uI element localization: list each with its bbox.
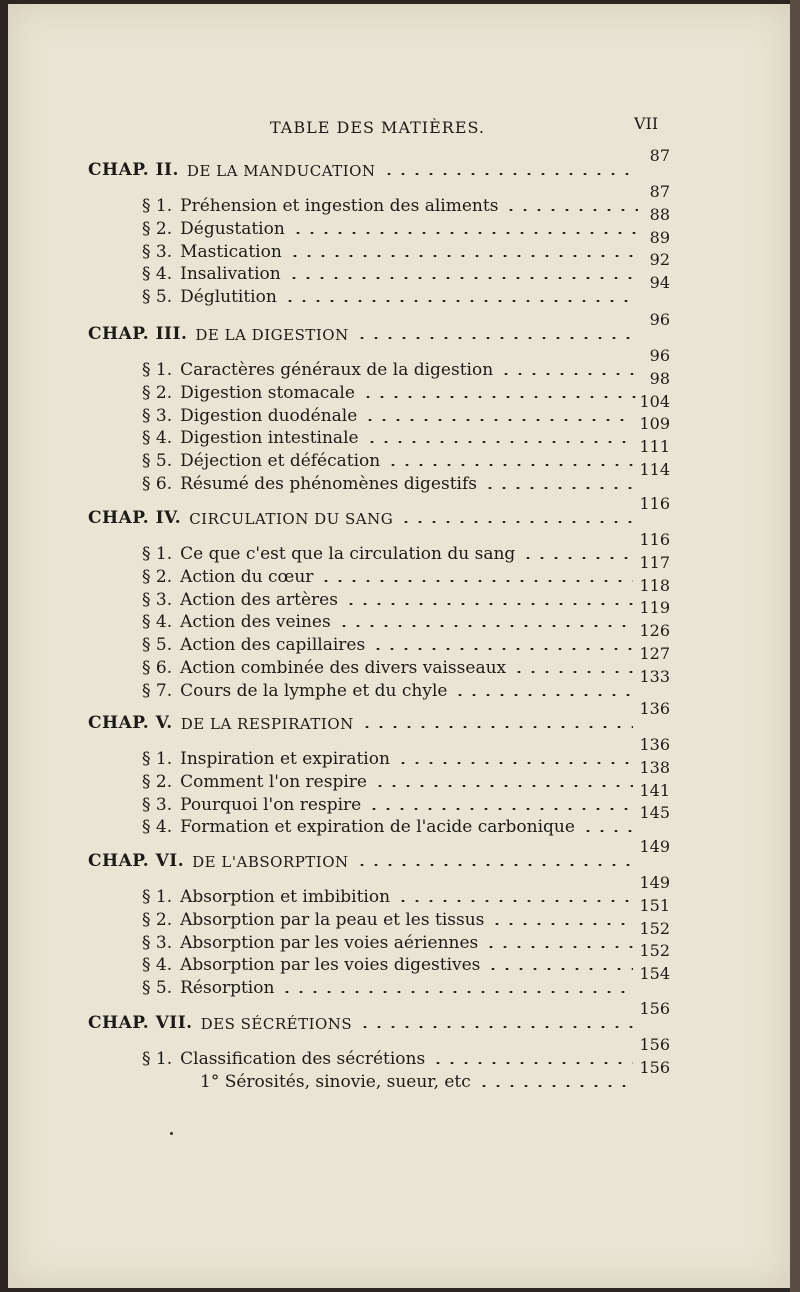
section-title: Ce que c'est que la circulation du sang: [180, 544, 516, 564]
dot-leader: [396, 762, 634, 764]
dot-leader: [365, 441, 634, 443]
section-page-number: 89: [649, 227, 670, 247]
section-title: Action des veines: [180, 612, 331, 633]
dot-leader: [484, 946, 633, 948]
chapter-page-number: 87: [649, 146, 670, 165]
chapter-heading: [88, 146, 670, 180]
section-page-number: 152: [639, 918, 670, 938]
dot-leader: [373, 785, 633, 787]
section-title: Absorption et imbibition: [180, 887, 391, 907]
toc-entry: [142, 346, 670, 380]
dot-leader: [358, 1026, 633, 1028]
section-title: Cours de la lymphe et du chyle: [180, 680, 448, 701]
section-title: Déjection et défécation: [180, 451, 381, 472]
dot-leader: [355, 864, 634, 866]
section-number: § 4.: [142, 955, 173, 976]
section-title: Résumé des phénomènes digestifs: [180, 474, 477, 494]
toc-entry: [142, 873, 670, 907]
chapter-page-number: 136: [639, 699, 670, 718]
section-title: Absorption par la peau et les tissus: [180, 909, 485, 930]
dot-leader: [360, 726, 634, 728]
section-page-number: 116: [639, 530, 670, 549]
dot-leader: [363, 419, 633, 421]
section-title: Mastication: [180, 241, 282, 262]
section-number: § 3.: [142, 794, 173, 815]
section-page-number: 92: [649, 250, 670, 270]
section-title: Pourquoi l'on respire: [180, 794, 362, 815]
section-number: § 2.: [142, 382, 173, 403]
section-number: § 1.: [142, 1049, 173, 1069]
section-number: § 4.: [142, 817, 173, 838]
section-page-number: 141: [639, 780, 670, 800]
section-page-number: 114: [639, 460, 670, 479]
dot-leader: [486, 968, 633, 970]
section-number: § 5.: [142, 635, 173, 656]
section-page-number: 96: [649, 346, 670, 365]
section-number: § 3.: [142, 405, 173, 426]
chapter-title: DE L'ABSORPTION: [192, 853, 349, 871]
section-number: § 4.: [142, 428, 173, 449]
section-page-number: 109: [639, 414, 670, 434]
dot-leader: [280, 991, 633, 993]
section-page-number: 151: [639, 895, 670, 915]
dot-leader: [319, 580, 633, 582]
running-head: [8, 112, 790, 142]
section-number: § 1.: [142, 196, 173, 216]
section-title: Insalivation: [180, 264, 281, 285]
section-page-number: 117: [639, 552, 670, 572]
chapter-heading: [88, 837, 670, 871]
section-page-number: 127: [639, 644, 670, 663]
section-title: Comment l'on respire: [180, 771, 367, 792]
section-number: § 2.: [142, 771, 173, 792]
section-number: § 3.: [142, 589, 173, 610]
dot-leader: [431, 1062, 633, 1064]
dot-leader: [490, 923, 633, 925]
section-title: 1° Sérosités, sinovie, sueur, etc: [200, 1071, 471, 1092]
dot-leader: [386, 464, 633, 466]
section-title: Résorption: [180, 978, 275, 999]
section-number: § 1.: [142, 544, 173, 564]
section-page-number: 87: [649, 182, 670, 201]
dot-leader: [477, 1085, 634, 1087]
section-page-number: 136: [639, 735, 670, 754]
dot-leader: [512, 671, 633, 673]
section-number: § 6.: [142, 474, 173, 494]
chapter-title: DE LA RESPIRATION: [180, 715, 354, 733]
section-page-number: 152: [639, 941, 670, 961]
toc-entry: [142, 735, 670, 769]
section-number: § 2.: [142, 566, 173, 587]
chapter-heading: [88, 494, 670, 528]
ink-speck: [170, 1132, 173, 1135]
dot-leader: [371, 648, 633, 650]
toc-entry: [142, 1035, 670, 1069]
section-title: Dégustation: [180, 218, 285, 239]
section-title: Digestion stomacale: [180, 382, 355, 403]
section-page-number: 156: [639, 1057, 670, 1077]
dot-leader: [581, 830, 634, 832]
section-page-number: 156: [639, 1035, 670, 1054]
toc-entry: [142, 182, 670, 216]
section-number: § 1.: [142, 360, 173, 380]
dot-leader: [344, 603, 634, 605]
section-title: Préhension et ingestion des aliments: [180, 196, 499, 216]
chapter-label: CHAP. V.: [88, 713, 173, 733]
section-number: § 1.: [142, 749, 173, 769]
section-title: Classification des sécrétions: [180, 1049, 426, 1069]
section-title: Formation et expiration de l'acide carbonique: [180, 817, 575, 838]
section-number: § 3.: [142, 932, 173, 953]
dot-leader: [361, 396, 638, 398]
dot-leader: [287, 277, 638, 279]
section-number: § 6.: [142, 658, 173, 678]
dot-leader: [499, 373, 638, 375]
chapter-label: CHAP. IV.: [88, 508, 182, 528]
section-page-number: 133: [639, 666, 670, 686]
dot-leader: [367, 808, 633, 810]
chapter-label: CHAP. III.: [88, 324, 188, 344]
section-page-number: 104: [639, 391, 670, 411]
section-page-number: 111: [639, 437, 670, 457]
chapter-page-number: 96: [649, 310, 670, 329]
dot-leader: [283, 300, 638, 302]
chapter-title: DE LA DIGESTION: [195, 326, 349, 344]
dot-leader: [521, 557, 633, 559]
section-page-number: 119: [639, 598, 670, 618]
section-title: Action des artères: [180, 589, 338, 610]
chapter-label: CHAP. VII.: [88, 1013, 193, 1033]
chapter-heading: [88, 999, 670, 1033]
section-title: Absorption par les voies digestives: [180, 955, 481, 976]
section-title: Action du cœur: [180, 566, 314, 587]
chapter-heading: [88, 310, 670, 344]
dot-leader: [382, 173, 638, 175]
section-number: § 2.: [142, 218, 173, 239]
section-number: § 5.: [142, 451, 173, 472]
section-page-number: 94: [649, 273, 670, 293]
book-page: [8, 4, 790, 1288]
section-title: Inspiration et expiration: [180, 749, 390, 769]
section-number: § 3.: [142, 241, 173, 262]
dot-leader: [453, 694, 633, 696]
section-number: § 2.: [142, 909, 173, 930]
section-page-number: 145: [639, 803, 670, 823]
dot-leader: [483, 487, 633, 489]
dot-leader: [504, 209, 638, 211]
section-number: § 4.: [142, 612, 173, 633]
chapter-title: CIRCULATION DU SANG: [189, 510, 394, 528]
chapter-label: CHAP. VI.: [88, 851, 185, 871]
dot-leader: [291, 232, 638, 234]
section-page-number: 98: [649, 368, 670, 388]
section-page-number: 126: [639, 621, 670, 641]
section-number: § 7.: [142, 680, 173, 701]
section-page-number: 118: [639, 575, 670, 595]
section-number: § 1.: [142, 887, 173, 907]
section-title: Action des capillaires: [180, 635, 366, 656]
book-edge: [790, 0, 800, 1292]
section-page-number: 154: [639, 964, 670, 984]
section-page-number: 88: [649, 204, 670, 224]
section-page-number: 138: [639, 757, 670, 777]
section-title: Action combinée des divers vaisseaux: [180, 658, 507, 678]
chapter-title: DES SÉCRÉTIONS: [200, 1015, 353, 1033]
running-head-title: TABLE DES MATIÈRES.: [270, 118, 485, 137]
chapter-page-number: 149: [639, 837, 670, 856]
chapter-label: CHAP. II.: [88, 160, 179, 180]
chapter-heading: [88, 699, 670, 733]
section-title: Déglutition: [180, 287, 277, 308]
section-page-number: 149: [639, 873, 670, 892]
section-title: Digestion intestinale: [180, 428, 359, 449]
dot-leader: [396, 900, 633, 902]
toc-entry: [142, 530, 670, 564]
section-title: Digestion duodénale: [180, 405, 358, 426]
chapter-page-number: 116: [639, 494, 670, 513]
dot-leader: [337, 625, 634, 627]
section-title: Absorption par les voies aériennes: [180, 932, 479, 953]
dot-leader: [288, 255, 638, 257]
running-head-page-number: VII: [634, 114, 659, 133]
chapter-title: DE LA MANDUCATION: [186, 162, 376, 180]
section-number: § 5.: [142, 287, 173, 308]
dot-leader: [355, 337, 638, 339]
chapter-page-number: 156: [639, 999, 670, 1018]
section-title: Caractères généraux de la digestion: [180, 360, 494, 380]
section-number: § 4.: [142, 264, 173, 285]
dot-leader: [399, 521, 633, 523]
section-number: § 5.: [142, 978, 173, 999]
